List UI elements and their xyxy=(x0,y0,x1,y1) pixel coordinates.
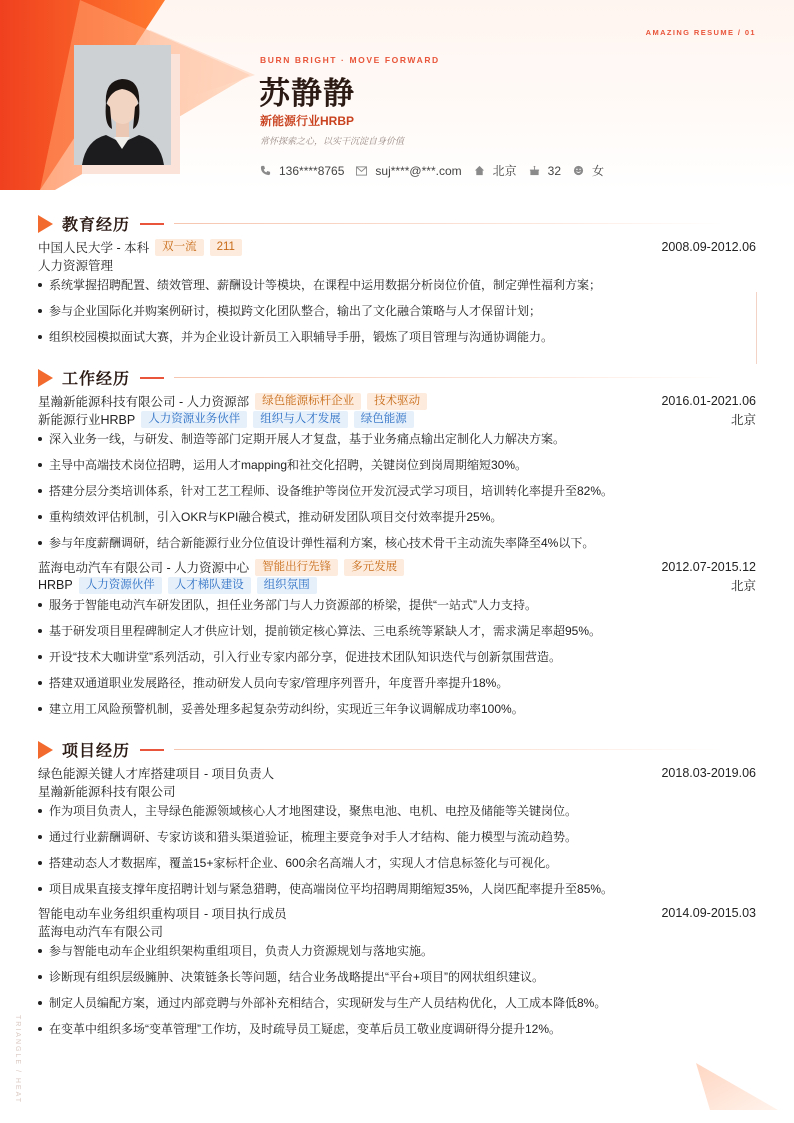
email-address: suj****@***.com xyxy=(375,163,462,178)
role: 新能源行业HRBP xyxy=(38,413,136,427)
side-label: TRIANGLE / HEAT xyxy=(14,1015,21,1104)
list-item: 建立用工风险预警机制，妥善处理多起复杂劳动纠纷，实现近三年争议调解成功率100%。 xyxy=(38,701,756,717)
contact-email xyxy=(356,164,461,178)
role-tag: 组织氛围 xyxy=(257,577,317,594)
triangle-icon xyxy=(38,215,53,233)
gender: 女 xyxy=(592,164,605,178)
list-item: 重构绩效评估机制，引入OKR与KPI融合模式，推动研发团队项目交付效率提升25%。 xyxy=(38,509,756,525)
work-role-row xyxy=(38,410,756,428)
motto: 常怀探索之心，以实干沉淀自身价值 xyxy=(260,136,405,146)
project-entry-header xyxy=(38,904,756,922)
project-org: 蓝海电动汽车有限公司 xyxy=(38,925,164,939)
resume-tag: AMAZING RESUME / 01 xyxy=(645,28,756,37)
section-work-header xyxy=(38,366,724,389)
divider-line xyxy=(174,749,724,750)
phone-number: 136****8765 xyxy=(279,163,345,178)
role-tag: 人力资源伙伴 xyxy=(79,577,162,594)
list-item: 诊断现有组织层级臃肿、决策链条长等问题，结合业务战略提出“平台+项目”的网状组织建议。 xyxy=(38,969,756,985)
tag-badge: 双一流 xyxy=(155,239,204,256)
candidate-name: 苏静静 xyxy=(259,76,355,111)
work-city: 北京 xyxy=(730,413,756,427)
date-range: 2014.09-2015.03 xyxy=(661,906,756,920)
contact-info xyxy=(260,162,616,179)
contact-gender xyxy=(573,162,604,179)
role: HRBP xyxy=(38,578,73,592)
work-entry-header xyxy=(38,392,756,410)
list-item: 主导中高端技术岗位招聘，运用人才mapping和社交化招聘，关键岗位到岗周期缩短30%。 xyxy=(38,457,756,473)
project-name: 智能电动车业务组织重构项目 - 项目执行成员 xyxy=(38,907,287,921)
corner-triangle-decoration xyxy=(690,1060,780,1115)
project-name: 绿色能源关键人才库搭建项目 - 项目负责人 xyxy=(38,767,275,781)
age: 32 xyxy=(547,163,561,178)
job-title: 新能源行业HRBP xyxy=(260,114,355,128)
role-tag: 绿色能源 xyxy=(354,411,414,428)
slogan: BURN BRIGHT · MOVE FORWARD xyxy=(260,55,440,65)
divider-line xyxy=(174,377,724,378)
list-item: 参与智能电动车企业组织架构重组项目，负责人力资源规划与落地实施。 xyxy=(38,943,756,959)
cake-icon xyxy=(529,165,540,176)
date-range: 2016.01-2021.06 xyxy=(661,394,756,408)
role-tag: 组织与人才发展 xyxy=(253,411,348,428)
section-education-header xyxy=(38,212,724,235)
list-item: 通过行业薪酬调研、专家访谈和猎头渠道验证，梳理主要竞争对手人才结构、能力模型与流动趋势。 xyxy=(38,829,756,845)
mail-icon xyxy=(356,166,367,176)
header-banner xyxy=(0,0,794,190)
education-entry xyxy=(38,238,756,256)
major: 人力资源管理 xyxy=(38,259,114,273)
date-range: 2008.09-2012.06 xyxy=(661,240,756,254)
profile-photo xyxy=(74,45,171,165)
section-project-header xyxy=(38,738,724,761)
list-item: 系统掌握招聘配置、绩效管理、薪酬设计等模块，在课程中运用数据分析岗位价值，制定弹性福利方案； xyxy=(38,277,756,293)
list-item: 制定人员编配方案，通过内部竞聘与外部补充相结合，实现研发与生产人员结构优化，人工成本降低8%。 xyxy=(38,995,756,1011)
city: 北京 xyxy=(492,164,517,178)
work-role-row xyxy=(38,576,756,594)
project-org-row xyxy=(38,922,756,940)
tag-badge: 技术驱动 xyxy=(367,393,427,410)
school-name: 中国人民大学 - 本科 xyxy=(38,241,150,255)
divider-line xyxy=(174,223,724,224)
triangle-icon xyxy=(38,369,53,387)
project-entry-header xyxy=(38,764,756,782)
tag-badge: 智能出行先锋 xyxy=(255,559,338,576)
project-org-row xyxy=(38,782,756,800)
work-city: 北京 xyxy=(730,579,756,593)
date-range: 2018.03-2019.06 xyxy=(661,766,756,780)
contact-city xyxy=(474,162,517,179)
list-item: 参与企业国际化并购案例研讨，模拟跨文化团队整合，输出了文化融合策略与人才保留计划； xyxy=(38,303,756,319)
list-item: 在变革中组织多场“变革管理”工作坊，及时疏导员工疑虑，变革后员工敬业度调研得分提升12%。 xyxy=(38,1021,756,1037)
tag-badge: 多元发展 xyxy=(344,559,404,576)
contact-age xyxy=(529,164,561,178)
divider xyxy=(140,749,164,751)
list-item: 深入业务一线，与研发、制造等部门定期开展人才复盘，基于业务痛点输出定制化人力解决方案。 xyxy=(38,431,756,447)
triangle-icon xyxy=(38,741,53,759)
divider xyxy=(140,223,164,225)
phone-icon xyxy=(260,165,271,176)
section-title: 项目经历 xyxy=(62,743,131,760)
list-item: 开设“技术大咖讲堂”系列活动，引入行业专家内部分享，促进技术团队知识迭代与创新氛围营造。 xyxy=(38,649,756,665)
project-org: 星瀚新能源科技有限公司 xyxy=(38,785,176,799)
date-range: 2012.07-2015.12 xyxy=(661,560,756,574)
list-item: 组织校园模拟面试大赛，并为企业设计新员工入职辅导手册，锻炼了项目管理与沟通协调能力。 xyxy=(38,329,756,345)
education-major-row xyxy=(38,256,756,274)
list-item: 项目成果直接支撑年度招聘计划与紧急猎聘，使高端岗位平均招聘周期缩短35%，人岗匹配率提升至85%。 xyxy=(38,881,756,897)
list-item: 参与年度薪酬调研，结合新能源行业分位值设计弹性福利方案，核心技术骨干主动流失率降至4%以下。 xyxy=(38,535,756,551)
list-item: 搭建分层分类培训体系，针对工艺工程师、设备维护等岗位开发沉浸式学习项目，培训转化率提升至82%。 xyxy=(38,483,756,499)
divider xyxy=(140,377,164,379)
list-item: 服务于智能电动汽车研发团队，担任业务部门与人力资源部的桥梁，提供“一站式”人力支持。 xyxy=(38,597,756,613)
accent-line xyxy=(756,292,757,364)
home-icon xyxy=(474,165,485,176)
smile-icon xyxy=(573,165,584,176)
company-name: 蓝海电动汽车有限公司 - 人力资源中心 xyxy=(38,561,250,575)
company-name: 星瀚新能源科技有限公司 - 人力资源部 xyxy=(38,395,250,409)
list-item: 搭建动态人才数据库，覆盖15+家标杆企业、600余名高端人才，实现人才信息标签化与可视化。 xyxy=(38,855,756,871)
contact-phone xyxy=(260,164,344,178)
list-item: 作为项目负责人，主导绿色能源领域核心人才地图建设，聚焦电池、电机、电控及储能等关键岗位。 xyxy=(38,803,756,819)
list-item: 搭建双通道职业发展路径，推动研发人员向专家/管理序列晋升，年度晋升率提升18%。 xyxy=(38,675,756,691)
tag-badge: 绿色能源标杆企业 xyxy=(255,393,361,410)
section-title: 教育经历 xyxy=(62,217,131,234)
list-item: 基于研发项目里程碑制定人才供应计划，提前锁定核心算法、三电系统等紧缺人才，需求满足率超95%。 xyxy=(38,623,756,639)
work-entry-header xyxy=(38,558,756,576)
role-tag: 人力资源业务伙伴 xyxy=(141,411,247,428)
role-tag: 人才梯队建设 xyxy=(168,577,251,594)
section-title: 工作经历 xyxy=(62,371,131,388)
tag-badge: 211 xyxy=(210,239,242,256)
